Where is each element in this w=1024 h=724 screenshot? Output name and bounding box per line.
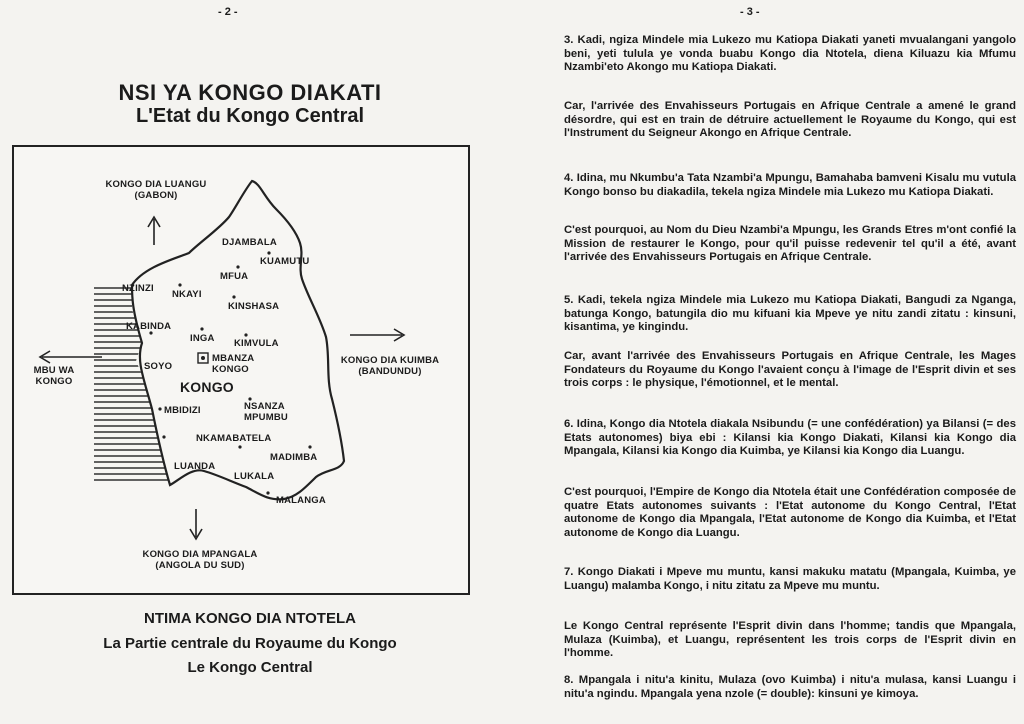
paragraph-3-french: Car, l'arrivée des Envahisseurs Portugais en Afrique Centrale a amené le grand désordre, qui est en train de détruire actuellement le Royaume du Kongo, qui est l'Instrument du Seigneur Akongo en Afrique Centrale. <box>564 100 1016 140</box>
kongo-map <box>12 145 470 595</box>
place-madimba: MADIMBA <box>270 452 318 463</box>
paragraph-5-french: Car, avant l'arrivée des Envahisseurs Portugais en Afrique Centrale, les Mages Fondateurs du Royaume du Kongo l'avaient conçu à l'image de l'Esprit divin et ses trois corps : le physique, l'émotionnel, et le mental. <box>564 350 1016 390</box>
caption-line-1: NTIMA KONGO DIA NTOTELA <box>144 610 356 627</box>
caption-line-3: Le Kongo Central <box>187 659 313 676</box>
left-page <box>0 0 490 724</box>
caption-line-2: La Partie centrale du Royaume du Kongo <box>103 635 397 652</box>
place-inga: INGA <box>190 333 215 344</box>
place-mfua: MFUA <box>220 271 249 282</box>
place-luanda: LUANDA <box>174 461 216 472</box>
page-number: - 2 - <box>218 6 238 18</box>
page-subtitle: L'Etat du Kongo Central <box>135 105 365 127</box>
place-nsanza-mpumbu: NSANZA MPUMBU <box>244 401 288 423</box>
place-nkayi: NKAYI <box>172 289 202 300</box>
place-mbidizi: MBIDIZI <box>164 405 201 416</box>
place-malanga: MALANGA <box>276 495 326 506</box>
west-region-label: MBU WA KONGO <box>33 365 75 387</box>
right-page <box>510 0 1024 724</box>
paragraph-4-french: C'est pourquoi, au Nom du Dieu Nzambi'a Mpungu, les Grands Etres m'ont confié la Mission de restaurer le Kongo, pour qu'il puisse redevenir tel qu'il a été, avant l'arrivée des Envahisseurs Portugais en Afrique Centrale. <box>564 224 1016 264</box>
center-label-kongo: KONGO <box>180 379 234 395</box>
place-kinshasa: KINSHASA <box>228 301 280 312</box>
place-lukala: LUKALA <box>234 471 275 482</box>
paragraph-6-kikongo: 6. Idina, Kongo dia Ntotela diakala Nsibundu (= une confédération) ya Bilansi (= des Etats autonomes) biya ebi : Kilansi kia Kongo Diakati, Kilansi kia Kongo dia Mpangala, Kilansi kia Kongo dia Kuimba, ye Kilansi kia Kongo dia Luangu. <box>564 418 1016 458</box>
paragraph-7-kikongo: 7. Kongo Diakati i Mpeve mu muntu, kansi makuku matatu (Mpangala, Kuimba, ye Luangu) malamba Kongo, i nitu zitatu za Mpeve mu muntu. <box>564 566 1016 592</box>
paragraph-3-kikongo: 3. Kadi, ngiza Mindele mia Lukezo mu Katiopa Diakati yaneti mvualangani yangolo beni, yeti tulula ye vonda buabu Kongo dia Ntotela, diena Kiluazu kia Mfumu Nzambi'eto Akongo mu Katiopa Diakati. <box>564 34 1016 74</box>
south-region-label: KONGO DIA MPANGALA (ANGOLA DU SUD) <box>142 549 258 571</box>
page-number: - 3 - <box>740 6 760 18</box>
paragraph-8-kikongo: 8. Mpangala i nitu'a kinitu, Mulaza (ovo Kuimba) i nitu'a mulasa, kansi Luangu i nitu'a ngindu. Mpangala yena nzole (= double): kinsuni ye kimoya. <box>564 674 1016 700</box>
place-mbanza-kongo: MBANZA KONGO <box>212 353 255 375</box>
page-title: NSI YA KONGO DIAKATI <box>118 80 382 105</box>
east-region-label: KONGO DIA KUIMBA (BANDUNDU) <box>340 355 440 377</box>
place-nzinzi: NZINZI <box>122 283 154 294</box>
ocean-hatch <box>94 285 173 485</box>
place-kabinda: KABINDA <box>126 321 172 332</box>
place-kuamutu: KUAMUTU <box>260 256 310 267</box>
paragraph-5-kikongo: 5. Kadi, tekela ngiza Mindele mia Lukezo mu Katiopa Diakati, Bangudi za Nganga, batunga Kongo, batungila dio mu kifuani kia Mpeve ye nitu zandi zitatu : kinsuni, kisantima, ye kingindu. <box>564 294 1016 334</box>
paragraph-7-french: Le Kongo Central représente l'Esprit divin dans l'homme; tandis que Mpangala, Mulaza (Kuimba), et Luangu, représentent les trois corps de l'Esprit divin en l'homme. <box>564 620 1016 660</box>
north-region-label: KONGO DIA LUANGU (GABON) <box>105 179 207 201</box>
place-nkamabatela: NKAMABATELA <box>196 433 272 444</box>
paragraph-4-kikongo: 4. Idina, mu Nkumbu'a Tata Nzambi'a Mpungu, Bamahaba bamveni Kisalu mu vutula Kongo bonso bu diakadila, tekela ngiza Mindele mia Lukezo mu Katiopa Diakati. <box>564 172 1016 198</box>
paragraph-6-french: C'est pourquoi, l'Empire de Kongo dia Ntotela était une Confédération composée de quatre Etats autonomes suivants : l'Etat autonome du Kongo Central, l'Etat autonome de Kongo dia Mpangala, l'Etat autonome de Kongo dia Kuimba, et l'Etat autonome de Kongo dia Luangu. <box>564 486 1016 539</box>
place-djambala: DJAMBALA <box>222 237 277 248</box>
place-kimvula: KIMVULA <box>234 338 279 349</box>
place-soyo: SOYO <box>144 361 173 372</box>
